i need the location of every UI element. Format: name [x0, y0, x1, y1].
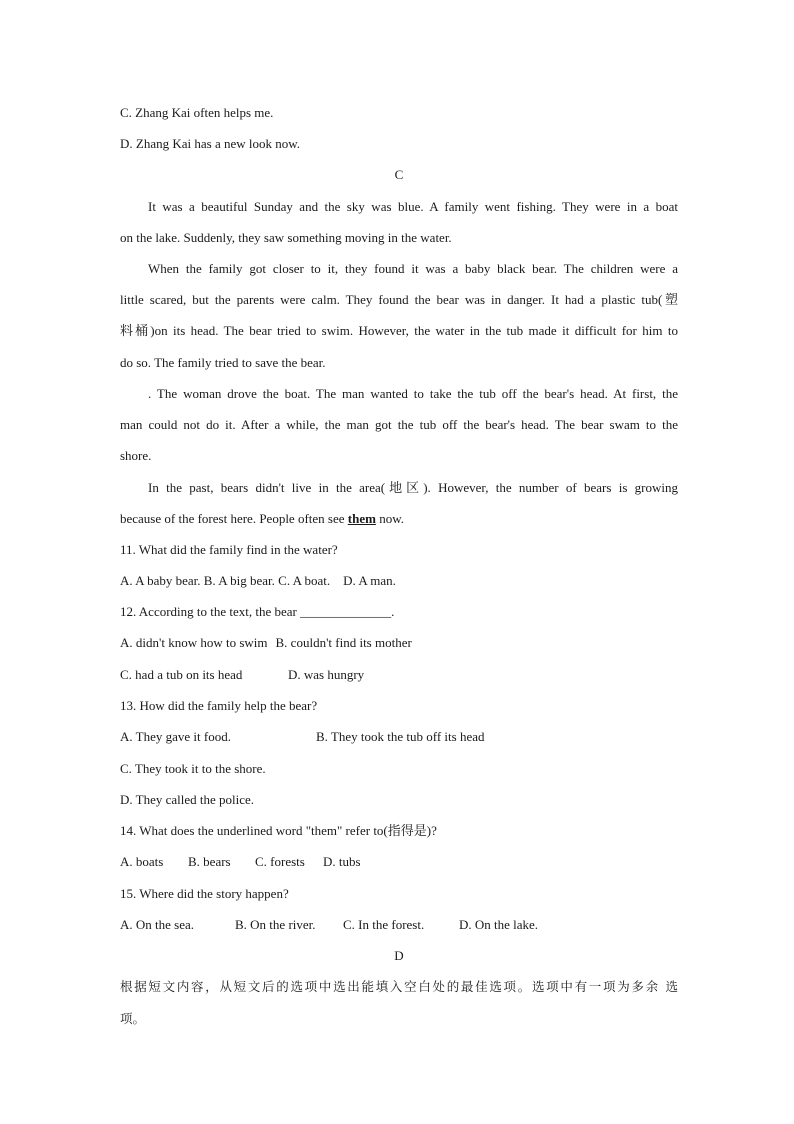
question-15-option-b: B. On the river.: [235, 917, 316, 932]
paragraph-3-line-3: shore.: [120, 448, 152, 463]
question-12-option-c: C. had a tub on its head: [120, 667, 243, 682]
question-11-stem: 11. What did the family find in the water?: [120, 542, 338, 557]
section-d-instruction-line-2: 项。: [120, 1011, 146, 1026]
question-11-options: A. A baby bear. B. A big bear. C. A boat. D. A man.: [120, 573, 396, 588]
paragraph-2-line-3: 料桶)on its head. The bear tried to swim. However, the water in the tub made it difficult for him to: [120, 323, 679, 338]
paragraph-3-line-1: . The woman drove the boat. The man wanted to take the tub off the bear's head. At first, the: [148, 386, 678, 401]
question-15-option-d: D. On the lake.: [459, 917, 539, 932]
question-12-stem: 12. According to the text, the bear ______________.: [120, 604, 395, 619]
question-13-option-c: C. They took it to the shore.: [120, 761, 266, 776]
paragraph-4-text-before: because of the forest here. People often see: [120, 511, 348, 526]
section-d-instruction-line-1: 根据短文内容，从短文后的选项中选出能填入空白处的最佳选项。选项中有一项为多余 选: [120, 979, 678, 994]
paragraph-1-line-2: on the lake. Suddenly, they saw something moving in the water.: [120, 230, 452, 245]
question-15-stem: 15. Where did the story happen?: [120, 886, 289, 901]
question-13-option-a: A. They gave it food.: [120, 729, 231, 744]
question-14-stem: 14. What does the underlined word "them" refer to(指得是)?: [120, 823, 437, 838]
option-d-prev: D. Zhang Kai has a new look now.: [120, 136, 301, 151]
question-12-option-b: B. couldn't find its mother: [275, 635, 412, 650]
question-15-options: [120, 916, 678, 934]
question-15-option-c: C. In the forest.: [343, 917, 425, 932]
question-12-options-ab: [120, 634, 678, 652]
section-d-heading: D: [394, 948, 404, 963]
question-14-options: [120, 853, 678, 871]
paragraph-1-line-1: It was a beautiful Sunday and the sky was blue. A family went fishing. They were in a boat: [148, 199, 678, 214]
question-12-option-d: D. was hungry: [288, 667, 365, 682]
paragraph-2-line-1: When the family got closer to it, they found it was a baby black bear. The children were a: [148, 261, 678, 276]
underlined-word-them: them: [347, 511, 376, 526]
question-12-option-a: A. didn't know how to swim: [120, 635, 268, 650]
question-14-option-d: D. tubs: [323, 854, 361, 869]
question-14-option-c: C. forests: [255, 854, 305, 869]
paragraph-4-text-after: now.: [375, 511, 404, 526]
paragraph-2-line-2: little scared, but the parents were calm. They found the bear was in danger. It had a plastic tub(塑: [120, 292, 678, 307]
paragraph-3-line-2: man could not do it. After a while, the man got the tub off the bear's head. The bear swam to the: [120, 417, 678, 432]
paragraph-2-line-4: do so. The family tried to save the bear.: [120, 355, 326, 370]
question-13-options-ab: [120, 728, 678, 746]
question-14-option-b: B. bears: [188, 854, 231, 869]
question-13-option-d: D. They called the police.: [120, 792, 255, 807]
question-13-stem: 13. How did the family help the bear?: [120, 698, 318, 713]
option-c-prev: C. Zhang Kai often helps me.: [120, 105, 274, 120]
question-15-option-a: A. On the sea.: [120, 917, 195, 932]
paragraph-4-line-2: [120, 510, 678, 528]
section-c-heading: C: [394, 167, 404, 182]
question-14-option-a: A. boats: [120, 854, 164, 869]
question-13-option-b: B. They took the tub off its head: [316, 729, 485, 744]
paragraph-4-line-1: In the past, bears didn't live in the area(地区). However, the number of bears is growing: [148, 480, 678, 495]
question-12-options-cd: [120, 666, 678, 684]
